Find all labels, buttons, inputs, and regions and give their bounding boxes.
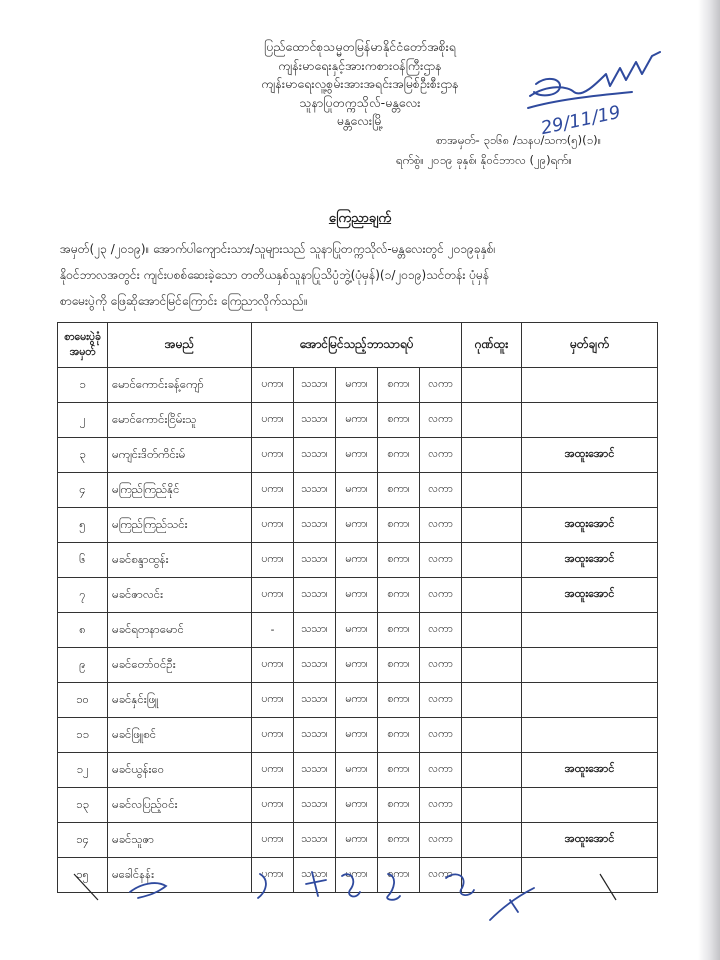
roll-number-cell: ၈ [58,613,108,648]
header-distinction: ဂုဏ်ထူး [462,323,522,368]
subject-cell: သသာ၊ [294,368,336,403]
roll-number-cell: ၁၄ [58,823,108,858]
subject-cell: လကာ [420,718,462,753]
header-passed-subjects: အောင်မြင်သည့်ဘာသာရပ် [252,323,462,368]
initial-mark [387,874,400,900]
subject-cell: သသာ၊ [294,578,336,613]
subject-cell: လကာ [420,508,462,543]
subject-cell: ပကာ၊ [252,368,294,403]
subject-cell: လကာ [420,753,462,788]
roll-number-cell: ၁၅ [58,858,108,893]
subject-cell: မကာ၊ [336,823,378,858]
header-roll-number: စာမေးပွဲခုံအမှတ် [58,323,108,368]
roll-number-cell: ၂ [58,403,108,438]
subject-cell: စကာ၊ [378,578,420,613]
subject-cell: စကာ၊ [378,753,420,788]
subject-cell: စကာ၊ [378,613,420,648]
subject-cell: ပကာ၊ [252,858,294,893]
remarks-cell: အထူးအောင် [522,543,658,578]
subject-cell: စကာ၊ [378,823,420,858]
subject-cell: မကာ၊ [336,543,378,578]
roll-number-cell: ၅ [58,508,108,543]
subject-cell: မကာ၊ [336,438,378,473]
subject-cell: သသာ၊ [294,788,336,823]
subject-cell: သသာ၊ [294,613,336,648]
subject-cell: မကာ၊ [336,368,378,403]
roll-number-cell: ၁၀ [58,683,108,718]
student-name-cell: မခင်တော်ဝင်ဦး [108,648,252,683]
subject-cell: ပကာ၊ [252,578,294,613]
subject-cell: စကာ၊ [378,403,420,438]
header-remarks: မှတ်ချက် [522,323,658,368]
subject-cell: စကာ၊ [378,508,420,543]
subject-cell: လကာ [420,858,462,893]
roll-number-cell: ၁၂ [58,753,108,788]
letter-number: စာအမှတ်- ၃၁၆၈ /သနပ/သက(၅)(၁)။ [436,133,602,147]
subject-cell: မကာ၊ [336,403,378,438]
subject-cell: လကာ [420,403,462,438]
header-line-ministry-government: ပြည်ထောင်စုသမ္မတမြန်မာနိုင်ငံတော်အစိုးရ [264,39,456,54]
header-line-department: ကျန်းမာရေးလူ့စွမ်းအားအရင်းအမြစ်ဦးစီးဌာန [261,76,459,91]
roll-number-cell: ၄ [58,473,108,508]
student-name-cell: မခေါင်နန်း [108,858,252,893]
subject-cell: သသာ၊ [294,648,336,683]
subject-cell: မကာ၊ [336,683,378,718]
subject-cell: သသာ၊ [294,508,336,543]
subject-cell: ပကာ၊ [252,648,294,683]
corner-mark [600,874,616,900]
subject-cell: စကာ၊ [378,683,420,718]
intro-line: အမှတ်(၂၃ /၂၀၁၉)။ အောက်ပါကျောင်းသား/သူများသည် သူနာပြုတက္ကသိုလ်-မန္တလေးတွင် ၂၀၁၉ခုနှစ်၊ [60,242,496,256]
student-name-cell: မကြည်ကြည်သင်း [108,508,252,543]
subject-cell: မကာ၊ [336,613,378,648]
subject-cell: မကာ၊ [336,648,378,683]
intro-line: နိုဝင်ဘာလအတွင်း ကျင်းပစစ်ဆေးခဲ့သော တတိယနှစ်သူနာပြုသိပ္ပံဘွဲ့(ပုံမှန်)(၁/၂၀၁၉)သင်တန်း ပုံမှန် [60,268,490,282]
remarks-cell: အထူးအောင် [522,438,658,473]
subject-cell: လကာ [420,578,462,613]
student-name-cell: မောင်ကောင်းငြိမ်းသူ [108,403,252,438]
header-name: အမည် [108,323,252,368]
student-name-cell: မခင်စန္ဒာထွန်း [108,543,252,578]
subject-cell: သသာ၊ [294,473,336,508]
student-name-cell: မကြည်ကြည်နိုင် [108,473,252,508]
subject-cell: သသာ၊ [294,823,336,858]
subject-cell: မကာ၊ [336,578,378,613]
subject-cell: သသာ၊ [294,753,336,788]
initial-mark [258,874,266,898]
subject-cell: ပကာ၊ [252,403,294,438]
student-name-cell: မခင်ဇာလင်း [108,578,252,613]
subject-cell: လကာ [420,613,462,648]
subject-cell: မကာ၊ [336,508,378,543]
subject-cell: စကာ၊ [378,368,420,403]
subject-cell: မကာ၊ [336,718,378,753]
header-line-university: သူနာပြုတက္ကသိုလ်-မန္တလေး [299,94,421,110]
initial-mark [306,872,326,896]
initial-mark [342,874,360,896]
subject-cell: သသာ၊ [294,683,336,718]
signature-date: 29/11/19 [539,101,623,140]
subject-cell: လကာ [420,543,462,578]
subject-cell: စကာ၊ [378,788,420,823]
initial-mark [130,883,166,898]
subject-cell: မကာ၊ [336,788,378,823]
subject-cell: လကာ [420,368,462,403]
subject-cell: ပကာ၊ [252,718,294,753]
subject-cell: ပကာ၊ [252,543,294,578]
subject-cell: ပကာ၊ [252,823,294,858]
subject-cell: လကာ [420,438,462,473]
page-edge-shadow [698,0,720,960]
subject-cell: စကာ၊ [378,473,420,508]
corner-mark [74,874,98,900]
student-name-cell: မခင်ယွန်းဝေ [108,753,252,788]
subject-cell: သသာ၊ [294,858,336,893]
roll-number-cell: ၃ [58,438,108,473]
subject-cell: စကာ၊ [378,438,420,473]
remarks-cell: အထူးအောင် [522,578,658,613]
roll-number-cell: ၁၁ [58,718,108,753]
roll-number-cell: ၁ [58,368,108,403]
intro-line: စာမေးပွဲကို ဖြေဆိုအောင်မြင်ကြောင်း ကြေညာလိုက်သည်။ [60,294,308,308]
roll-number-cell: ၇ [58,578,108,613]
roll-number-cell: ၆ [58,543,108,578]
roll-number-cell: ၉ [58,648,108,683]
student-name-cell: မခင်ဖြူစင် [108,718,252,753]
student-name-cell: မခင်သူဇာ [108,823,252,858]
header-line-city: မန္တလေးမြို့ [336,113,384,128]
subject-cell: စကာ၊ [378,718,420,753]
notice-title: ကြေညာချက် [328,211,392,226]
initial-mark [490,888,534,920]
subject-cell: မကာ၊ [336,858,378,893]
subject-cell: မကာ၊ [336,753,378,788]
subject-cell: လကာ [420,823,462,858]
subject-cell: လကာ [420,683,462,718]
subject-cell: သသာ၊ [294,543,336,578]
subject-cell: စကာ၊ [378,543,420,578]
student-name-cell: မခင်ရတနာမောင် [108,613,252,648]
subject-cell: ပကာ၊ [252,438,294,473]
subject-cell: ပကာ၊ [252,683,294,718]
subject-cell: ပကာ၊ [252,788,294,823]
roll-number-cell: ၁၃ [58,788,108,823]
student-name-cell: မကျင်းဒိတ်ကိင်းမ် [108,438,252,473]
initial-mark [446,874,474,895]
subject-cell: သသာ၊ [294,403,336,438]
subject-cell: လကာ [420,788,462,823]
remarks-cell: အထူးအောင် [522,508,658,543]
signature-scribble [530,52,660,96]
letter-date: ရက်စွဲ။ ၂၀၁၉ ခုနှစ်၊ နိုဝင်ဘာလ (၂၉)ရက်။ [396,153,572,167]
subject-cell: - [252,613,294,648]
subject-cell: ပကာ၊ [252,508,294,543]
subject-cell: သသာ၊ [294,438,336,473]
remarks-cell: အထူးအောင် [522,753,658,788]
subject-cell: စကာ၊ [378,858,420,893]
remarks-cell: အထူးအောင် [522,823,658,858]
subject-cell: လကာ [420,473,462,508]
subject-cell: မကာ၊ [336,473,378,508]
student-name-cell: မခင်လပြည့်ဝင်း [108,788,252,823]
subject-cell: လကာ [420,648,462,683]
student-name-cell: မောင်ကောင်းခန့်ကျော် [108,368,252,403]
subject-cell: သသာ၊ [294,718,336,753]
subject-cell: စကာ၊ [378,648,420,683]
subject-cell: ပကာ၊ [252,473,294,508]
student-name-cell: မခင်နှင်းဖြူ [108,683,252,718]
subject-cell: ပကာ၊ [252,753,294,788]
header-line-ministry: ကျန်းမာရေးနှင့်အားကစားဝန်ကြီးဌာန [278,57,442,73]
